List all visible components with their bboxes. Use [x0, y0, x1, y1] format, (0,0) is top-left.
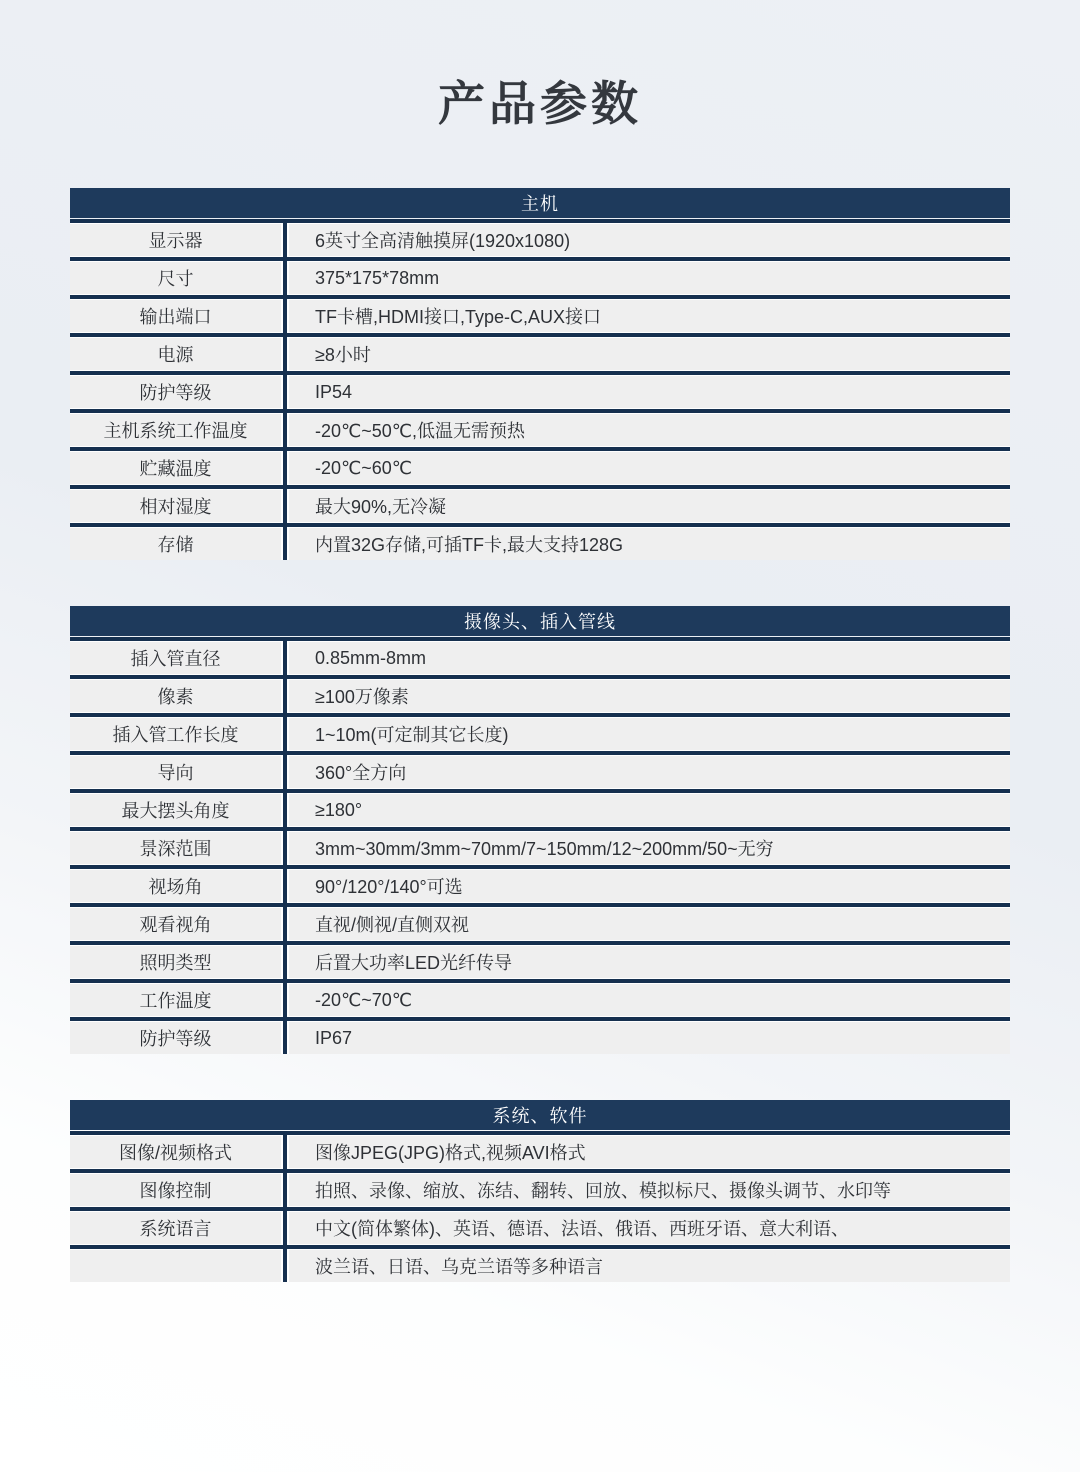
spec-label: 防护等级: [70, 376, 281, 408]
row-divider: [70, 219, 1010, 223]
spec-label: [70, 1250, 281, 1282]
spec-label: 照明类型: [70, 946, 281, 978]
spec-table: [70, 188, 1010, 560]
spec-label: 工作温度: [70, 984, 281, 1016]
spec-value: 1~10m(可定制其它长度): [289, 718, 1010, 750]
row-divider: [70, 409, 1010, 413]
spec-label: 插入管工作长度: [70, 718, 281, 750]
spec-table: [70, 606, 1010, 1054]
table-row: [70, 756, 1010, 788]
table-row: [70, 1136, 1010, 1168]
row-divider: [70, 637, 1010, 641]
spec-label: 观看视角: [70, 908, 281, 940]
table-row: [70, 262, 1010, 294]
spec-value: ≥180°: [289, 794, 1010, 826]
spec-label: 相对湿度: [70, 490, 281, 522]
spec-label: 图像/视频格式: [70, 1136, 281, 1168]
table-row: [70, 680, 1010, 712]
spec-label: 尺寸: [70, 262, 281, 294]
table-header: 摄像头、插入管线: [70, 606, 1010, 636]
spec-value: 后置大功率LED光纤传导: [289, 946, 1010, 978]
spec-value: 波兰语、日语、乌克兰语等多种语言: [289, 1250, 1010, 1282]
table-row: [70, 1250, 1010, 1282]
row-divider: [70, 789, 1010, 793]
column-divider: [283, 1131, 287, 1282]
table-row: [70, 984, 1010, 1016]
spec-value: 内置32G存储,可插TF卡,最大支持128G: [289, 528, 1010, 560]
table-row: [70, 870, 1010, 902]
row-divider: [70, 1169, 1010, 1173]
spec-label: 插入管直径: [70, 642, 281, 674]
spec-value: 6英寸全高清触摸屏(1920x1080): [289, 224, 1010, 256]
spec-value: 中文(简体繁体)、英语、德语、法语、俄语、西班牙语、意大利语、: [289, 1212, 1010, 1244]
table-row: [70, 794, 1010, 826]
spec-label: 电源: [70, 338, 281, 370]
row-divider: [70, 827, 1010, 831]
spec-label: 像素: [70, 680, 281, 712]
spec-label: 导向: [70, 756, 281, 788]
row-divider: [70, 1017, 1010, 1021]
spec-label: 系统语言: [70, 1212, 281, 1244]
spec-table: [70, 1100, 1010, 1282]
spec-label: 防护等级: [70, 1022, 281, 1054]
page: [0, 76, 1080, 1282]
table-row: [70, 376, 1010, 408]
row-divider: [70, 751, 1010, 755]
spec-label: 显示器: [70, 224, 281, 256]
row-divider: [70, 1131, 1010, 1135]
spec-value: -20℃~60℃: [289, 452, 1010, 484]
spec-value: 直视/侧视/直侧双视: [289, 908, 1010, 940]
table-body: [70, 1131, 1010, 1282]
table-row: [70, 946, 1010, 978]
spec-value: -20℃~50℃,低温无需预热: [289, 414, 1010, 446]
column-divider: [283, 219, 287, 560]
row-divider: [70, 447, 1010, 451]
spec-value: 图像JPEG(JPG)格式,视频AVI格式: [289, 1136, 1010, 1168]
spec-label: 存储: [70, 528, 281, 560]
spec-label: 最大摆头角度: [70, 794, 281, 826]
row-divider: [70, 257, 1010, 261]
table-row: [70, 832, 1010, 864]
table-row: [70, 452, 1010, 484]
spec-value: ≥8小时: [289, 338, 1010, 370]
table-header: 主机: [70, 188, 1010, 218]
table-row: [70, 1174, 1010, 1206]
table-row: [70, 414, 1010, 446]
table-row: [70, 908, 1010, 940]
spec-label: 视场角: [70, 870, 281, 902]
tables-container: [0, 188, 1080, 1282]
row-divider: [70, 1207, 1010, 1211]
page-title: 产品参数: [438, 77, 642, 130]
table-row: [70, 718, 1010, 750]
spec-label: 景深范围: [70, 832, 281, 864]
row-divider: [70, 523, 1010, 527]
row-divider: [70, 295, 1010, 299]
spec-value: -20℃~70℃: [289, 984, 1010, 1016]
table-row: [70, 338, 1010, 370]
row-divider: [70, 371, 1010, 375]
row-divider: [70, 485, 1010, 489]
spec-value: TF卡槽,HDMI接口,Type-C,AUX接口: [289, 300, 1010, 332]
table-row: [70, 528, 1010, 560]
spec-value: 3mm~30mm/3mm~70mm/7~150mm/12~200mm/50~无穷: [289, 832, 1010, 864]
table-row: [70, 490, 1010, 522]
table-row: [70, 300, 1010, 332]
spec-value: 375*175*78mm: [289, 262, 1010, 294]
table-row: [70, 642, 1010, 674]
row-divider: [70, 941, 1010, 945]
column-divider: [283, 637, 287, 1054]
spec-label: 贮藏温度: [70, 452, 281, 484]
spec-label: 输出端口: [70, 300, 281, 332]
table-header: 系统、软件: [70, 1100, 1010, 1130]
row-divider: [70, 979, 1010, 983]
row-divider: [70, 865, 1010, 869]
spec-value: 拍照、录像、缩放、冻结、翻转、回放、模拟标尺、摄像头调节、水印等: [289, 1174, 1010, 1206]
spec-label: 主机系统工作温度: [70, 414, 281, 446]
spec-value: ≥100万像素: [289, 680, 1010, 712]
spec-label: 图像控制: [70, 1174, 281, 1206]
table-body: [70, 637, 1010, 1054]
table-row: [70, 1022, 1010, 1054]
spec-value: IP54: [289, 376, 1010, 408]
row-divider: [70, 675, 1010, 679]
spec-value: 0.85mm-8mm: [289, 642, 1010, 674]
row-divider: [70, 333, 1010, 337]
spec-value: 最大90%,无冷凝: [289, 490, 1010, 522]
spec-value: 90°/120°/140°可选: [289, 870, 1010, 902]
table-row: [70, 1212, 1010, 1244]
spec-value: 360°全方向: [289, 756, 1010, 788]
table-body: [70, 219, 1010, 560]
table-row: [70, 224, 1010, 256]
row-divider: [70, 1245, 1010, 1249]
spec-value: IP67: [289, 1022, 1010, 1054]
row-divider: [70, 903, 1010, 907]
row-divider: [70, 713, 1010, 717]
